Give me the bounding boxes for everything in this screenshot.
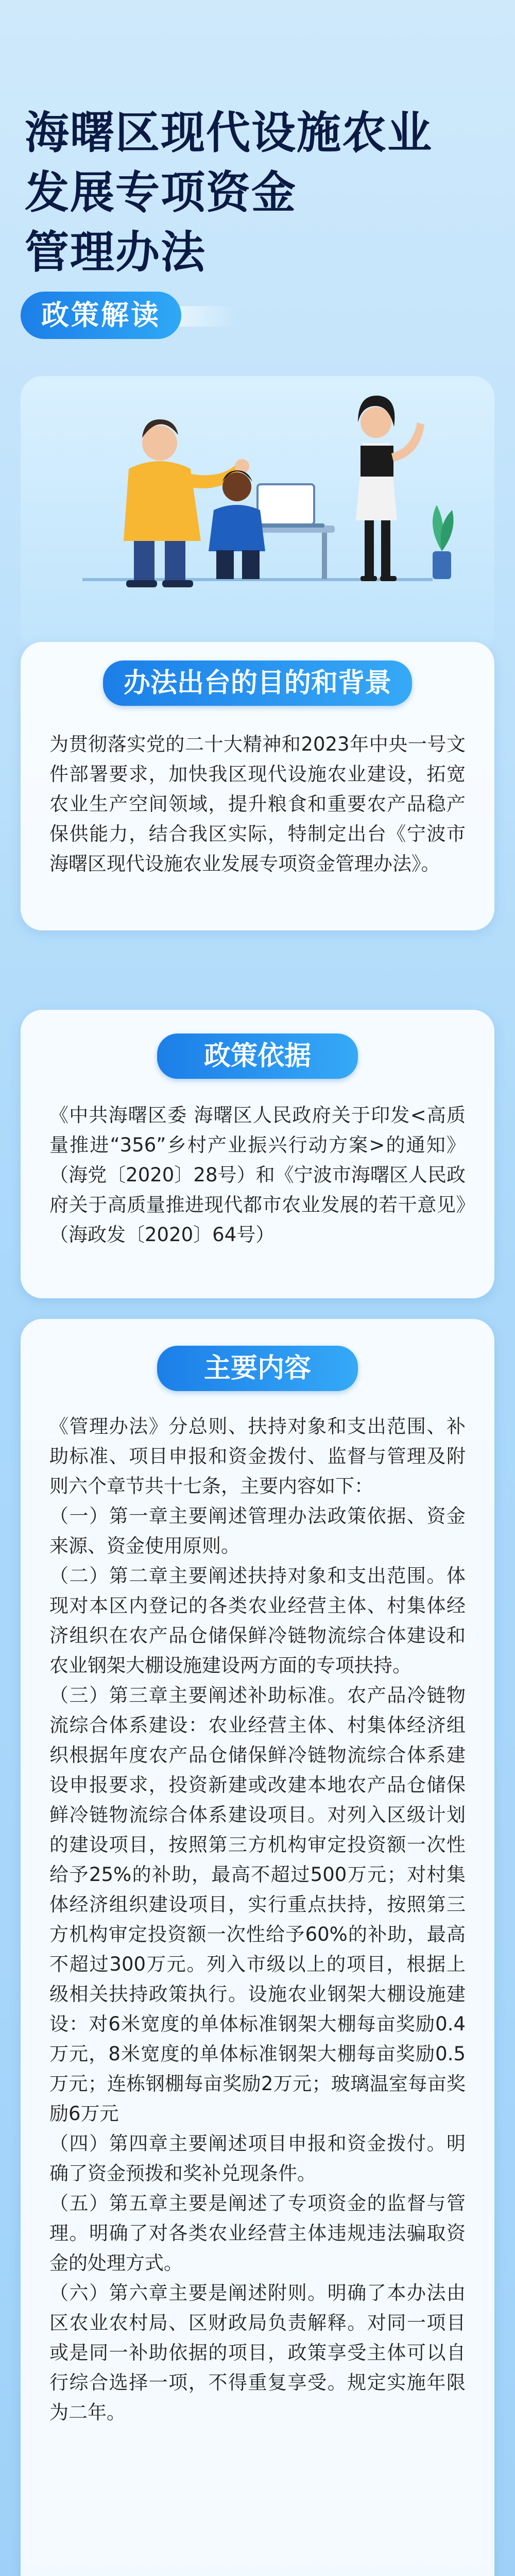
paragraph: （一）第一章主要阐述管理办法政策依据、资金来源、资金使用原则。 xyxy=(49,1505,466,1557)
page-title xyxy=(25,103,488,282)
paragraph: 为贯彻落实党的二十大精神和2023年中央一号文件部署要求，加快我区现代设施农业建设，拓宽农业生产空间领域，提升粮食和重要农产品稳产保供能力，结合我区实际，特制定出台《宁波市海曙区现代设施农业发展专项资金管理办法》。 xyxy=(49,733,466,875)
paragraph: （六）第六章主要是阐述附则。明确了本办法由区农业农村局、区财政局负责解释。对同一项目或是同一补助依据的项目，政策享受主体可以自行综合选择一项，不得重复享受。规定实施年限为二年。 xyxy=(49,2282,466,2424)
paragraph: 《中共海曙区委 海曙区人民政府关于印发<高质量推进“356”乡村产业振兴行动方案>的通知》（海党〔2020〕28号）和《宁波市海曙区人民政府关于高质量推进现代都市农业发展的若干意见》（海政发〔2020〕64号） xyxy=(49,1104,466,1246)
title-line-3: 管理办法 xyxy=(25,227,206,278)
paragraph: 《管理办法》分总则、扶持对象和支出范围、补助标准、项目申报和资金拨付、监督与管理及附则六个章节共十七条，主要内容如下： xyxy=(49,1415,466,1497)
section-body-policy-basis xyxy=(49,1100,466,1250)
paragraph: （四）第四章主要阐述项目申报和资金拨付。明确了资金预拨和奖补兑现条件。 xyxy=(49,2132,466,2184)
paragraph: （五）第五章主要是阐述了专项资金的监督与管理。明确了对各类农业经营主体违规违法骗取资金的处理方式。 xyxy=(49,2192,466,2274)
section-body-main-content xyxy=(49,1412,466,2428)
section-heading-purpose: 办法出台的目的和背景 xyxy=(103,660,412,706)
title-line-2: 发展专项资金 xyxy=(25,167,297,218)
paragraph: （三）第三章主要阐述补助标准。农产品冷链物流综合体系建设：农业经营主体、村集体经济组织根据年度农产品仓储保鲜冷链物流综合体系建设申报要求，投资新建或改建本地农产品仓储保鲜冷链物流综合体系建设项目。对列入区级计划的建设项目，按照第三方机构审定投资额一次性给予25%的补助，最高不超过500万元；对村集体经济组织建设项目，实行重点扶持，按照第三方机构审定投资额一次性给予60%的补助，最高不超过300万元。列入市级以上的项目，根据上级相关扶持政策执行。设施农业钢架大棚设施建设：对6米宽度的单体标准钢架大棚每亩奖励0.4万元，8米宽度的单体标准钢架大棚每亩奖励0.5万元；连栋钢棚每亩奖励2万元；玻璃温室每亩奖励6万元 xyxy=(49,1684,466,2125)
section-body-purpose xyxy=(49,730,466,879)
office-people-illustration xyxy=(21,355,494,654)
section-policy-basis xyxy=(21,1010,494,1298)
section-heading-policy-basis: 政策依据 xyxy=(157,1033,358,1079)
title-line-1: 海曙区现代设施农业 xyxy=(25,107,433,159)
policy-interpretation-badge: 政策解读 xyxy=(21,292,181,339)
section-heading-main-content: 主要内容 xyxy=(157,1346,358,1391)
section-background-purpose xyxy=(21,642,494,930)
paragraph: （二）第二章主要阐述扶持对象和支出范围。体现对本区内登记的各类农业经营主体、村集体经济组织在农产品仓储保鲜冷链物流综合体建设和农业钢架大棚设施建设两方面的专项扶持。 xyxy=(49,1565,466,1676)
section-main-content xyxy=(21,1319,494,2576)
